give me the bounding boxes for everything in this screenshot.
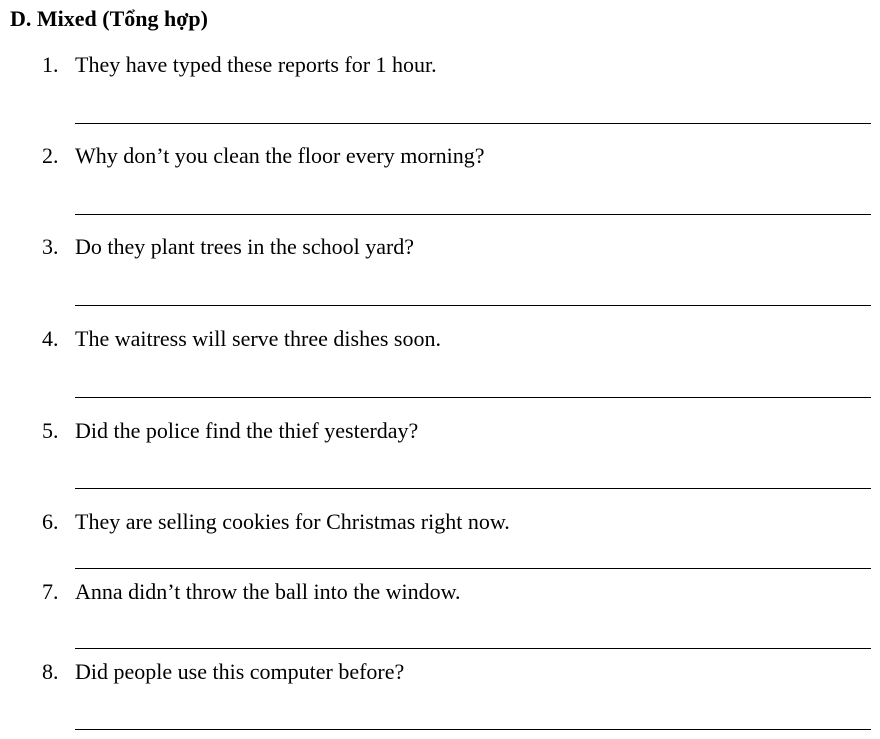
answer-line-5[interactable] bbox=[75, 488, 871, 489]
item-sentence: Anna didn’t throw the ball into the window. bbox=[75, 579, 461, 604]
item-sentence: Do they plant trees in the school yard? bbox=[75, 234, 415, 259]
item-number: 8. bbox=[42, 659, 59, 684]
item-sentence: Why don’t you clean the floor every morning? bbox=[75, 143, 485, 168]
answer-line-7[interactable] bbox=[75, 648, 871, 649]
item-sentence: They are selling cookies for Christmas right now. bbox=[75, 509, 510, 534]
section-title: D. Mixed (Tổng hợp) bbox=[10, 6, 208, 31]
item-number: 7. bbox=[42, 579, 59, 604]
answer-line-4[interactable] bbox=[75, 397, 871, 398]
answer-line-3[interactable] bbox=[75, 305, 871, 306]
item-number: 5. bbox=[42, 418, 59, 443]
item-number: 6. bbox=[42, 509, 59, 534]
item-sentence: Did people use this computer before? bbox=[75, 659, 405, 684]
item-number: 2. bbox=[42, 143, 59, 168]
item-sentence: They have typed these reports for 1 hour. bbox=[75, 52, 437, 77]
answer-line-1[interactable] bbox=[75, 123, 871, 124]
answer-line-8[interactable] bbox=[75, 729, 871, 730]
item-number: 1. bbox=[42, 52, 59, 77]
answer-line-2[interactable] bbox=[75, 214, 871, 215]
item-number: 3. bbox=[42, 234, 59, 259]
answer-line-6[interactable] bbox=[75, 568, 871, 569]
item-sentence: Did the police find the thief yesterday? bbox=[75, 418, 419, 443]
item-sentence: The waitress will serve three dishes soon. bbox=[75, 326, 441, 351]
item-number: 4. bbox=[42, 326, 59, 351]
